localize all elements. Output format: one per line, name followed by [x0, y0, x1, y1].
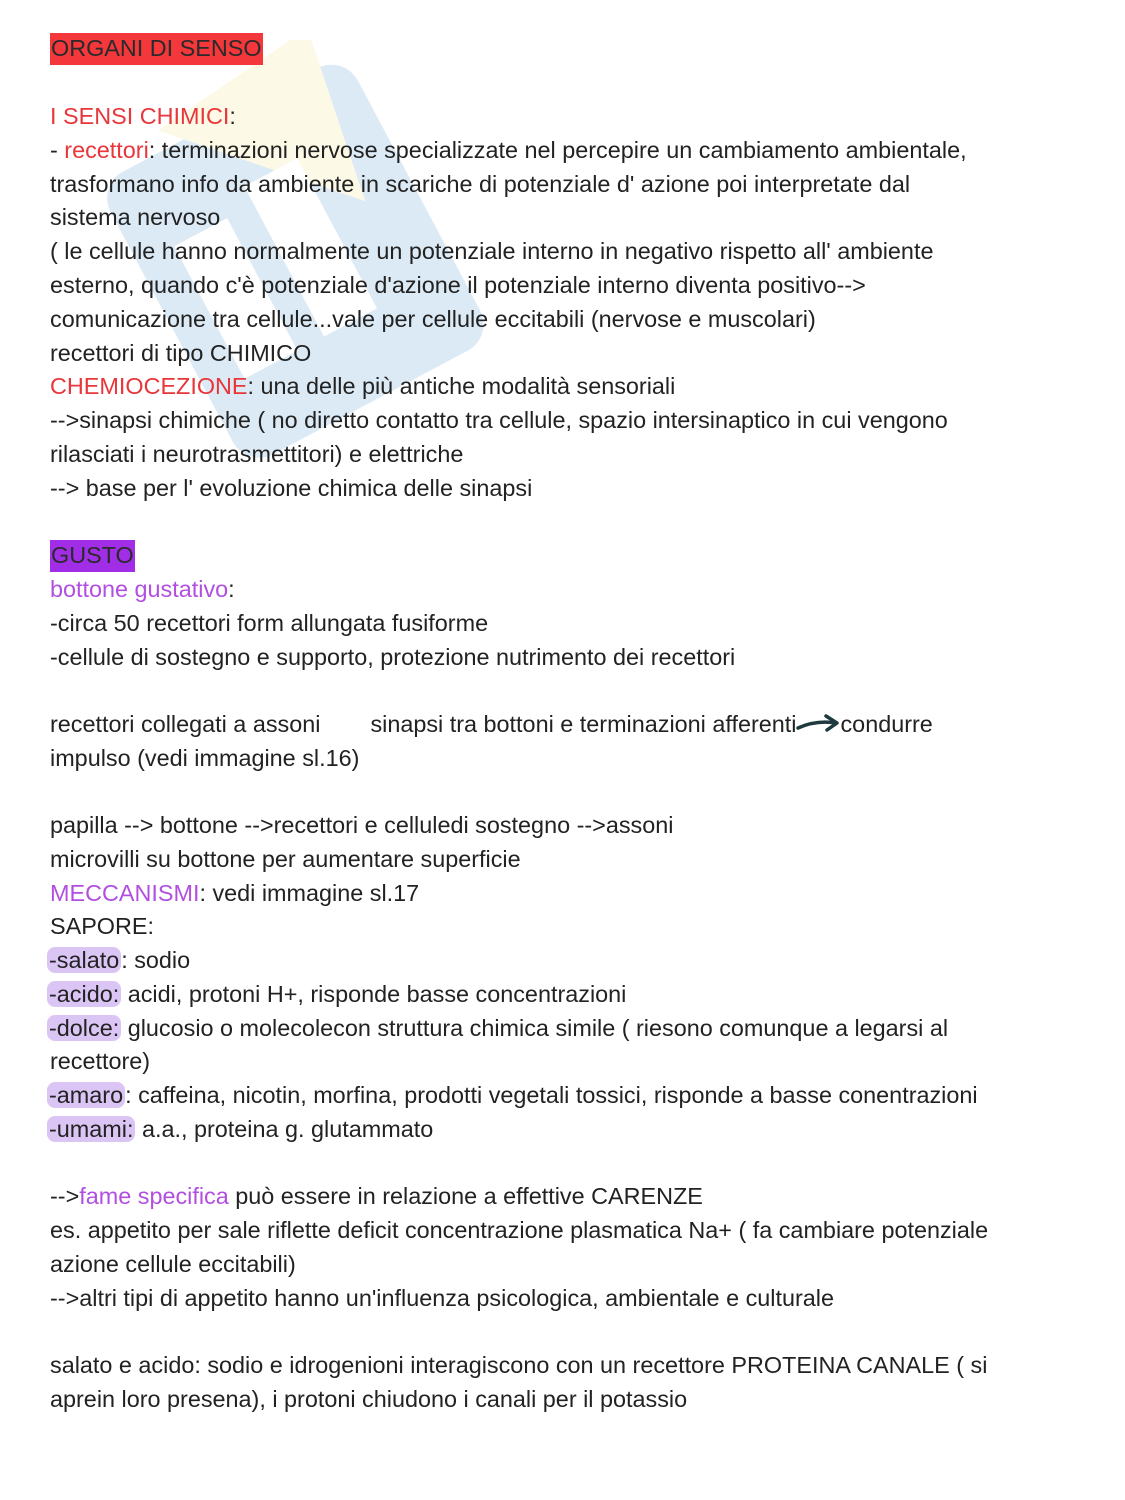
text-line	[50, 876, 419, 910]
taste-term-highlight: -acido:	[49, 981, 120, 1007]
text-line: es. appetito per sale riflette deficit concentrazione plasmatica Na+ ( fa cambiare potenziale	[50, 1217, 989, 1243]
text: condurre	[840, 711, 933, 737]
page-title	[50, 31, 263, 65]
taste-description: : caffeina, nicotin, morfina, prodotti vegetali tossici, risponde a basse conentrazioni	[125, 1082, 978, 1108]
colon: :	[229, 103, 236, 129]
text-line: papilla --> bottone -->recettori e celluledi sostegno -->assoni	[50, 812, 674, 838]
text-line: recettori di tipo CHIMICO	[50, 340, 312, 366]
text: -->	[50, 1183, 80, 1209]
text-line: trasformano info da ambiente in scariche di potenziale d' azione poi interpretate dal	[50, 171, 911, 197]
section-heading-gusto	[50, 538, 135, 572]
text-line: recettore)	[50, 1048, 151, 1074]
text-line: --> base per l' evoluzione chimica delle sinapsi	[50, 475, 533, 501]
text: : vedi immagine sl.17	[199, 880, 420, 906]
taste-description: acidi, protoni H+, risponde basse concentrazioni	[121, 981, 627, 1007]
sensi-chimici-title: I SENSI CHIMICI	[50, 103, 230, 129]
text-line: ( le cellule hanno normalmente un potenziale interno in negativo rispetto all' ambiente	[50, 238, 934, 264]
text-line: -->sinapsi chimiche ( no diretto contatto tra cellule, spazio intersinaptico in cui vengono	[50, 407, 948, 433]
taste-term-highlight: -amaro	[49, 1082, 124, 1108]
text-line: esterno, quando c'è potenziale d'azione il potenziale interno diventa positivo-->	[50, 272, 866, 298]
text-line: rilasciati i neurotrasmettitori) e elettriche	[50, 441, 464, 467]
text-line: aprein loro presena), i protoni chiudono i canali per il potassio	[50, 1386, 688, 1412]
text: recettori collegati a assoni	[50, 711, 321, 737]
text-line: -circa 50 recettori form allungata fusiforme	[50, 610, 489, 636]
text-line: microvilli su bottone per aumentare superficie	[50, 846, 521, 872]
term-chemiocezione: CHEMIOCEZIONE	[50, 373, 248, 399]
text-line: comunicazione tra cellule...vale per cellule eccitabili (nervose e muscolari)	[50, 306, 816, 332]
list-item	[50, 1078, 978, 1112]
text-line: sistema nervoso	[50, 204, 221, 230]
section-heading-sensi-chimici	[50, 99, 236, 133]
text-line	[50, 369, 675, 403]
colon: :	[228, 576, 235, 602]
term-meccanismi: MECCANISMI	[50, 880, 200, 906]
text-line: impulso (vedi immagine sl.16)	[50, 745, 360, 771]
text: può essere in relazione a effettive CARENZE	[228, 1183, 703, 1209]
text-line	[50, 133, 967, 167]
text: : terminazioni nervose specializzate nel percepire un cambiamento ambientale,	[148, 137, 967, 163]
arrow-right-icon	[796, 714, 840, 734]
taste-term-highlight: -salato	[49, 947, 120, 973]
taste-term-highlight: -dolce:	[49, 1015, 120, 1041]
text-line: -->altri tipi di appetito hanno un'influenza psicologica, ambientale e culturale	[50, 1285, 834, 1311]
dash: -	[50, 137, 65, 163]
text-line: azione cellule eccitabili)	[50, 1251, 296, 1277]
list-item	[50, 1112, 433, 1146]
list-item	[50, 977, 626, 1011]
title-highlight: ORGANI DI SENSO	[50, 33, 263, 65]
taste-term-highlight: -umami:	[49, 1116, 134, 1142]
text-line: salato e acido: sodio e idrogenioni interagiscono con un recettore PROTEINA CANALE ( si	[50, 1352, 988, 1378]
text-line	[50, 707, 933, 741]
text-line	[50, 572, 235, 606]
list-item	[50, 1011, 948, 1045]
taste-description: : sodio	[121, 947, 191, 973]
text-line	[50, 1179, 703, 1213]
text: : una delle più antiche modalità sensoriali	[247, 373, 676, 399]
text-line: -cellule di sostegno e supporto, protezione nutrimento dei recettori	[50, 644, 736, 670]
taste-description: a.a., proteina g. glutammato	[135, 1116, 434, 1142]
term-fame-specifica: fame specifica	[79, 1183, 229, 1209]
term-recettori: recettori	[64, 137, 149, 163]
gusto-highlight: GUSTO	[50, 540, 135, 572]
taste-description: glucosio o molecolecon struttura chimica simile ( riesono comunque a legarsi al	[121, 1015, 949, 1041]
text: sinapsi tra bottoni e terminazioni afferenti	[370, 711, 797, 737]
text-line: SAPORE:	[50, 913, 154, 939]
list-item	[50, 943, 190, 977]
term-bottone-gustativo: bottone gustativo	[50, 576, 229, 602]
